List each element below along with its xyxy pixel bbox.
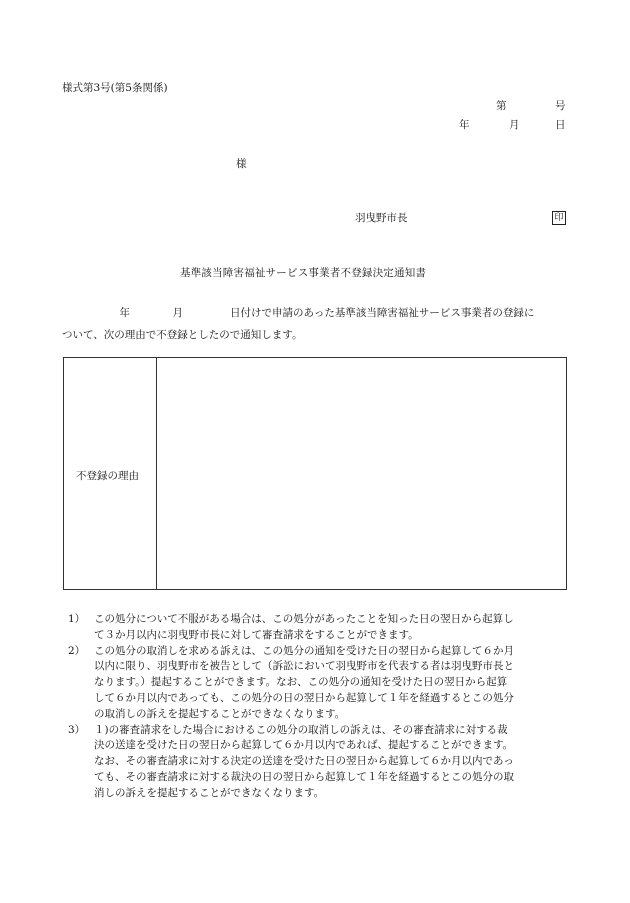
- reason-label-cell: [64, 358, 157, 589]
- body-year-label: 年: [119, 307, 130, 319]
- sender-name: 羽曳野市長: [355, 212, 408, 224]
- note-item: [68, 644, 568, 723]
- body-line-1-text: 日付けで申請のあった基準該当障害福祉サービス事業者の登録に: [230, 307, 535, 319]
- note-line: この処分の取消しを求める訴えは、この処分の通知を受けた日の翌日から起算して６か月: [94, 644, 514, 657]
- document-title: 基準該当障害福祉サービス事業者不登録決定通知書: [180, 267, 427, 279]
- note-number: 3）: [68, 723, 86, 736]
- note-item: [68, 612, 568, 644]
- body-line-1: [62, 302, 568, 324]
- note-number: 2）: [68, 644, 86, 657]
- note-line: なお、その審査請求に対する決定の送達を受けた日の翌日から起算して６か月以内であっ: [94, 755, 514, 768]
- doc-number-prefix: 第: [496, 100, 507, 112]
- note-number: 1）: [68, 613, 86, 625]
- reason-content-cell: [157, 358, 566, 589]
- note-item: [68, 723, 568, 802]
- body-line-2: ついて、次の理由で不登録としたので通知します。: [62, 329, 303, 341]
- note-line: ても、その審査請求に対する裁決の日の翌日から起算して１年を経過するとこの処分の取: [94, 770, 514, 783]
- note-line: 以内に限り、羽曳野市を被告として（訴訟において羽曳野市を代表する者は羽曳野市長と: [94, 660, 514, 673]
- note-line: １)の審査請求をした場合におけるこの処分の取消しの訴えは、その審査請求に対する裁: [94, 723, 508, 736]
- note-line: の取消しの訴えを提起することができなくなります。: [94, 707, 346, 720]
- date-year-label: 年: [459, 119, 470, 131]
- note-line: 消しの訴えを提起することができなくなります。: [94, 786, 325, 799]
- note-line: 決の送達を受けた日の翌日から起算して６か月以内であれば、提起することができます。: [94, 739, 514, 752]
- recipient-suffix: 様: [236, 158, 247, 170]
- seal-mark: 印: [552, 211, 566, 225]
- form-number: 様式第3号(第5条関係): [62, 82, 168, 94]
- note-line: この処分について不服がある場合は、この処分があったことを知った日の翌日から起算し: [94, 613, 514, 625]
- note-line: なります。）提起することができます。なお、この処分の通知を受けた日の翌日から起算: [94, 676, 508, 689]
- notes-list: [68, 612, 568, 802]
- body-month-label: 月: [172, 307, 183, 319]
- note-line: て３か月以内に羽曳野市長に対して審査請求をすることができます。: [94, 628, 419, 641]
- body-paragraph: [62, 302, 568, 346]
- date-day-label: 日: [555, 119, 566, 131]
- note-line: して６か月以内であっても、この処分の日の翌日から起算して１年を経過するとこの処分: [94, 691, 514, 704]
- date-month-label: 月: [509, 119, 520, 131]
- reason-table: [63, 357, 567, 590]
- reason-label: 不登録の理由: [76, 470, 139, 482]
- doc-number-suffix: 号: [555, 100, 566, 112]
